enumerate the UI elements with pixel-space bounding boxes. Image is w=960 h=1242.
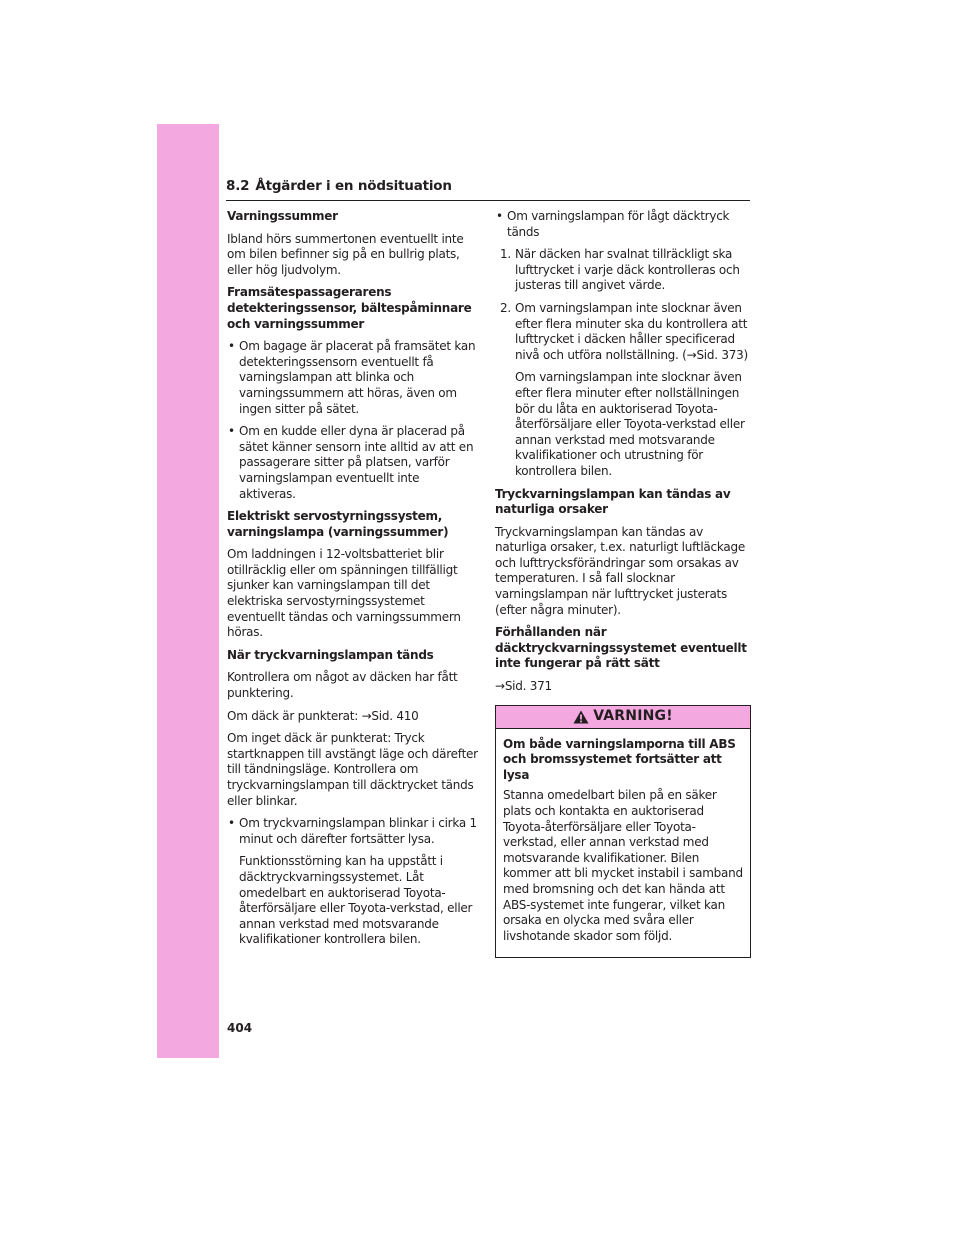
item-text: Om varningslampan inte slocknar även efter flera minuter ska du kontrollera att lufttrycket i däcken håller specificerad nivå och utföra nollställning. ( bbox=[515, 300, 748, 362]
arrow-icon: → bbox=[686, 347, 697, 362]
flat-tire-text: Om däck är punkterat: bbox=[227, 708, 362, 723]
bullet-item: • Om tryckvarningslampan blinkar i cirka 1 minut och därefter fortsätter lysa. bbox=[227, 816, 479, 847]
item-number: 1. bbox=[500, 247, 511, 262]
paragraph: Tryckvarningslampan kan tändas av naturliga orsaker, t.ex. naturligt luftläckage och lufttrycksförändringar som orsakas av temperaturen. I så fall slocknar varningslampan när lufttrycket justerats (efter några minuter). bbox=[495, 524, 745, 617]
paragraph: Om laddningen i 12-voltsbatteriet blir otillräcklig eller om spänningen tillfälligt sjunker kan varningslampan till det elektriska servostyrningssystemet eventuellt tändas och varningssummern höras. bbox=[227, 547, 461, 640]
section-header bbox=[226, 178, 750, 201]
left-column bbox=[227, 209, 479, 955]
heading-system-conditions: Förhållanden när däcktryckvarningssystemet eventuellt inte fungerar på rätt sätt bbox=[495, 625, 747, 671]
page-reference-link[interactable]: Sid. 373 bbox=[696, 347, 744, 362]
warning-text: Stanna omedelbart bilen på en säker plats och kontakta en auktoriserad Toyota-återförsäljare eller Toyota-verkstad, eller annan verkstad med motsvarande kvalifikationer. Bilen kommer att bli mycket instabil i samband med bromsning och det kan hända att ABS-systemet inte fungerar, vilket kan orsaka en olycka med svåra eller livshotande skador som följd. bbox=[503, 788, 743, 943]
item-number: 2. bbox=[500, 300, 511, 315]
warning-body bbox=[496, 729, 750, 958]
warning-triangle-icon bbox=[573, 710, 589, 724]
heading-passenger-sensor: Framsätespassagerarens detekteringssensor, bältespåminnare och varningssummer bbox=[227, 285, 472, 331]
paragraph: Kontrollera om något av däcken har fått punktering. bbox=[227, 670, 458, 701]
page-number: 404 bbox=[227, 1021, 253, 1035]
bullet-item: • Om bagage är placerat på framsätet kan detekteringssensorn eventuellt få varningslampan att blinka och varningssummern att höras, även om ingen sitter på sätet. bbox=[227, 339, 479, 417]
paragraph-flat-tire bbox=[227, 709, 479, 725]
warning-heading: Om både varningslamporna till ABS och bromssystemet fortsätter att lysa bbox=[503, 736, 736, 782]
warning-title: VARNING! bbox=[593, 707, 673, 724]
reference-line bbox=[495, 679, 751, 695]
arrow-icon: → bbox=[495, 679, 505, 694]
bullet-item: • Om varningslampan för lågt däcktryck tänds bbox=[495, 209, 751, 240]
warning-header bbox=[496, 706, 750, 729]
paragraph: Ibland hörs summertonen eventuellt inte om bilen befinner sig på en bullrig plats, eller hög ljudvolym. bbox=[227, 231, 464, 277]
heading-natural-causes: Tryckvarningslampan kan tändas av naturliga orsaker bbox=[495, 486, 731, 517]
paragraph: Om inget däck är punkterat: Tryck startknappen till avstängt läge och därefter till tändningsläge. Kontrollera om tryckvarningslampan till däcktrycket tänds eller blinkar. bbox=[227, 731, 478, 808]
section-number: 8.2 bbox=[226, 178, 250, 194]
bullet-item: • Om en kudde eller dyna är placerad på sätet känner sensorn inte alltid av att en passagerare sitter på platsen, varför varningslampan eventuellt inte aktiveras. bbox=[227, 424, 479, 502]
heading-pressure-warning: När tryckvarningslampan tänds bbox=[227, 647, 434, 662]
arrow-icon: → bbox=[361, 708, 372, 723]
page-reference-link[interactable]: Sid. 371 bbox=[504, 679, 552, 694]
page-reference-link[interactable]: Sid. 410 bbox=[371, 708, 419, 723]
section-title: Åtgärder i en nödsituation bbox=[255, 178, 452, 194]
chapter-tab-sidebar bbox=[157, 124, 219, 1058]
heading-power-steering: Elektriskt servostyrningssystem, varningslampa (varningssummer) bbox=[227, 509, 449, 539]
right-column bbox=[495, 209, 751, 958]
warning-box bbox=[495, 705, 751, 959]
item-text: När däcken har svalnat tillräckligt ska lufttrycket i varje däck kontrolleras och justeras till angivet värde. bbox=[515, 247, 740, 293]
numbered-item bbox=[495, 247, 751, 294]
item-text-end: ) bbox=[743, 347, 748, 362]
bullet-subparagraph: Funktionsstörning kan ha uppstått i däcktryckvarningssystemet. Låt omedelbart en auktoriserad Toyota-återförsäljare eller Toyota-verkstad, eller annan verkstad med motsvarande kvalifikationer kontrollera bilen. bbox=[239, 854, 473, 947]
numbered-item bbox=[495, 301, 751, 363]
numbered-subparagraph: Om varningslampan inte slocknar även efter flera minuter efter nollställningen bör du låta en auktoriserad Toyota-återförsäljare eller Toyota-verkstad eller annan verkstad med motsvarande kvalifikationer och utrustning för kontrollera bilen. bbox=[515, 370, 745, 478]
heading-varningssummer: Varningssummer bbox=[227, 209, 338, 223]
